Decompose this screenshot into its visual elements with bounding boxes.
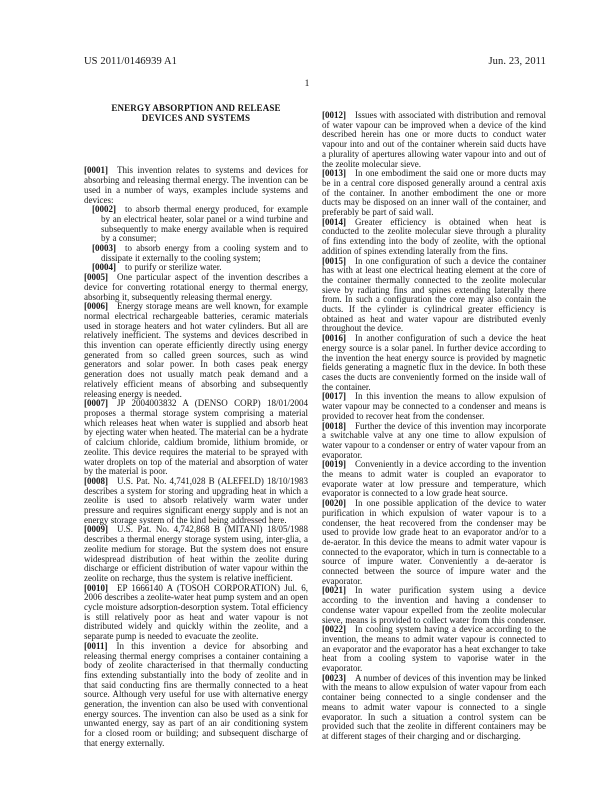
paragraph-0006 (84, 302, 308, 399)
paragraph-text: In this invention the means to allow expulsion of water vapour may be connected to a condenser and means is provided to recover heat from the condenser. (322, 391, 546, 421)
publication-date: Jun. 23, 2011 (488, 56, 546, 67)
paragraph-0003 (84, 244, 308, 263)
paragraph-number: [0012] (322, 110, 346, 120)
paragraph-text: Issues with associated with distribution and removal of water vapour can be improved when a device of the kind described herein has one or more ducts to conduct water vapour into and out of the container wherein said ducts have a plurality of apertures allowing water vapour into and out of the zeolite molecular sieve. (322, 110, 546, 169)
paragraph-text: Conveniently in a device according to the invention the means to admit water is coupled an evaporator to evaporate water at low pressure and temperature, which evaporator is connected to a low grade heat source. (322, 459, 546, 499)
paragraph-text: In cooling system having a device according to the invention, the means to admit water vapour is connected to an evaporator and the evaporator has a heat exchanger to take heat from a cooling system to vaporise water in the evaporator. (322, 624, 546, 674)
page-body (84, 101, 546, 749)
paragraph-0011 (84, 642, 308, 749)
paragraph-number: [0007] (84, 398, 108, 409)
paragraph-text: U.S. Pat. No. 4,741,028 B (ALEFELD) 18/10/1983 describes a system for storing and upgrading heat in which a zeolite is used to absorb relatively warm water under pressure and requires significant energy supply and is not an energy storage system of the kind being addressed here. (84, 475, 308, 525)
paragraph-text: A number of devices of this invention may be linked with the means to allow expulsion of water vapour from each container being connected to a single condenser and the means to admit water vapour is connected to a single evaporator. In such a situation a control system can be provided such that the zeolite in different containers may be at different stages of their charging and or discharging. (322, 672, 547, 741)
paragraph-number: [0015] (322, 255, 346, 266)
paragraph-number: [0005] (84, 272, 108, 283)
paragraph-text: In another configuration of such a device the heat energy source is a solar panel. In further device according to the invention the heat energy source is provided by magnetic fields generating a magnetic flux in the device. In both these cases the ducts are conveniently formed on the inside wall of the container. (322, 333, 546, 392)
paragraph-text: U.S. Pat. No. 4,742,868 B (MITANI) 18/05/1988 describes a thermal energy storage system using, inter-glia, a zeolite medium for storage. But the system does not ensure widespread distribution of heat within the zeolite during discharge or efficient distribution of water vapour within the zeolite on recharge, thus the system is relative inefficient. (84, 524, 308, 583)
paragraph-text: to purify or sterilize water. (125, 262, 222, 273)
paragraph-0008 (84, 477, 308, 526)
paragraph-0019 (322, 460, 546, 499)
paragraph-number: [0017] (322, 391, 346, 402)
paragraph-number: [0003] (92, 243, 116, 254)
paragraph-0018 (322, 422, 546, 461)
publication-number: US 2011/0146939 A1 (84, 56, 178, 67)
paragraph-number: [0009] (84, 524, 108, 535)
paragraph-number: [0019] (322, 459, 346, 470)
document-title (84, 103, 308, 123)
paragraph-0023 (322, 674, 546, 742)
paragraph-text: JP 2004003832 A (DENSO CORP) 18/01/2004 proposes a thermal storage system comprising a material which releases heat when water is supplied and absorb heat by ejecting water when heated. The material can be a hydrate of calcium chloride, caldium bromide, lithium bromide, or zeolite. This device requires the material to be sprayed with water droplets on top of the material and absorption of water by the material is poor. (84, 398, 308, 477)
paragraph-0005 (84, 273, 308, 302)
paragraph-0015 (322, 257, 546, 335)
paragraph-0016 (322, 334, 546, 392)
paragraph-text: Further the device of this invention may incorporate a switchable valve at any one time to allow expulsion of water vapour to a condenser or entry of water vapour from an evaporator. (322, 420, 546, 460)
paragraph-text: One particular aspect of the invention describes a device for converting rotational energy to thermal energy, absorbing it, subsequently releasing thermal energy. (84, 272, 308, 302)
paragraph-0010 (84, 584, 308, 642)
paragraph-text: This invention relates to systems and devices for absorbing and releasing thermal energy. The invention can be used in a number of ways, examples include systems and devices: (84, 165, 308, 205)
paragraph-text: In this invention a device for absorbing and releasing thermal energy comprises a container containing a body of zeolite characterised in that thermally conducting fins extending substantially into the body of zeolite and in that said conducting fins are thermally connected to a heat source. Although very useful for use with alternative energy generation, the invention can also be used with conventional energy sources. The invention can also be used as a sink for unwanted energy, say as part of an air conditioning system for a closed room or building; and subsequent discharge of that energy externally. (84, 640, 308, 748)
paragraph-0013 (322, 169, 546, 218)
page-number: 1 (304, 79, 310, 89)
paragraph-0017 (322, 392, 546, 421)
paragraph-0014 (322, 218, 546, 257)
paragraph-text: In water purification system using a device according to the invention and having a condenser to condense water vapour expelled from the zeolite molecular sieve, means is provided to collect water from this condenser. (322, 585, 546, 625)
paragraph-text: EP 1666140 A (TOSOH CORPORATION) Jul. 6, 2006 describes a zeolite-water heat pump system and an open cycle moisture adsorption-desorption system. Total efficiency is still relatively poor as heat and water vapour is not distributed widely and quickly within the zeolite, and a separate pump is needed to evacuate the zeolite. (84, 582, 308, 642)
paragraph-text: Greater efficiency is obtained when heat is conducted to the zeolite molecular sieve through a plurality of fins extending into the body of zeolite, with the optional addition of spines extending laterally from the fins. (322, 216, 546, 256)
paragraph-0022 (322, 625, 546, 674)
paragraph-0002 (84, 205, 308, 244)
paragraph-number: [0021] (322, 585, 346, 596)
paragraph-text: Energy storage means are well known, for example normal electrical rechargeable batteries, ceramic materials used in storage heaters and hot water cylinders. But all are relatively inefficient. The systems and devices described in this invention can operate efficiently directly using energy generated from so called green sources, such as wind generators and solar power. In both cases peak energy generation does not usually match peak demand and a relatively efficient means of absorbing and subsequently releasing energy is needed. (84, 301, 308, 399)
paragraph-0001 (84, 166, 308, 205)
paragraph-text: to absorb thermal energy produced, for example by an electrical heater, solar panel or a wind turbine and subsequently to make energy available when is required by a consumer; (101, 204, 308, 244)
paragraph-text: In one possible application of the device to water purification in which expulsion of water vapour is to a condenser, the heat recovered from the condenser may be used to provide low grade heat to an evaporator and/or to a de-aerator. In this device the means to admit water vapour is connected to the evaporator, which in turn is connectable to a source of impure water. Conveniently a de-aerator is connected between the source of impure water and the evaporator. (322, 498, 546, 586)
paragraph-0009 (84, 525, 308, 583)
column-left (84, 101, 308, 749)
paragraph-number: [0004] (92, 262, 116, 273)
paragraph-number: [0001] (84, 165, 108, 176)
paragraph-number: [0013] (322, 168, 346, 179)
paragraph-number: [0020] (322, 498, 346, 509)
paragraph-0012 (322, 111, 546, 169)
paragraph-0020 (322, 499, 546, 586)
paragraph-text: In one configuration of such a device the container has with at least one electrical heating element at the core of the container thermally connected to the zeolite molecular sieve by radiating fins and spines extending laterally there from. In such a configuration the core may also contain the ducts. If the cylinder is cylindrical greater efficiency is obtained as heat and water vapour are distributed evenly throughout the device. (322, 255, 546, 334)
paragraph-number: [0006] (84, 301, 108, 312)
paragraph-text: to absorb energy from a cooling system and to dissipate it externally to the cooling system; (101, 243, 308, 263)
paragraph-number: [0023] (322, 672, 346, 683)
paragraph-text: In one embodiment the said one or more ducts may be in a central core disposed generally around a central axis of the container. In another embodiment the one or more ducts may be disposed on an inner wall of the container, and preferably be part of said wall. (322, 168, 546, 218)
document-title-line1: ENERGY ABSORPTION AND RELEASE (111, 103, 281, 113)
paragraph-number: [0008] (84, 475, 108, 486)
page-header (84, 56, 546, 67)
paragraph-number: [0010] (84, 582, 108, 593)
paragraph-0007 (84, 399, 308, 477)
column-right (322, 101, 546, 749)
paragraph-number: [0014] (322, 216, 346, 227)
paragraph-0021 (322, 586, 546, 625)
document-title-line2: DEVICES AND SYSTEMS (141, 113, 251, 124)
paragraph-number: [0016] (322, 333, 346, 344)
paragraph-number: [0011] (84, 640, 108, 651)
paragraph-number: [0002] (92, 204, 116, 215)
paragraph-number: [0018] (322, 420, 346, 431)
paragraph-number: [0022] (322, 624, 346, 635)
